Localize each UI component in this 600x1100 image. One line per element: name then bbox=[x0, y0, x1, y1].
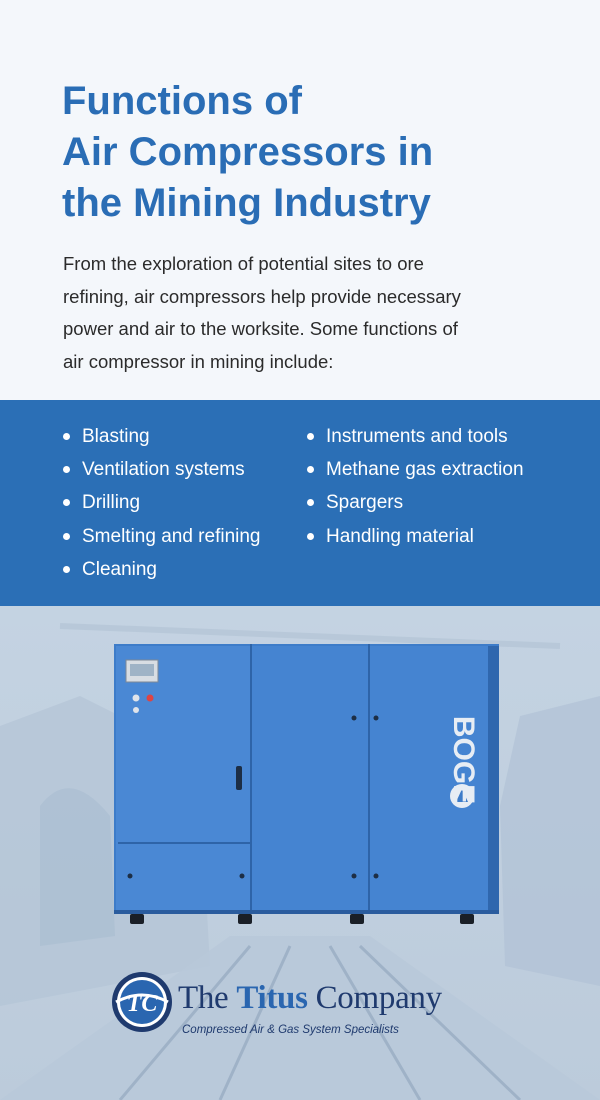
company-name-bold: Titus bbox=[236, 980, 308, 1016]
list-item: Smelting and refining bbox=[62, 520, 261, 553]
functions-band bbox=[0, 400, 600, 606]
intro-paragraph bbox=[63, 248, 523, 378]
company-name-pre: The bbox=[178, 980, 237, 1016]
functions-list-right bbox=[306, 420, 524, 553]
list-item: Handling material bbox=[306, 520, 524, 553]
header-section bbox=[0, 0, 600, 400]
company-name-post: Company bbox=[307, 980, 442, 1016]
list-item: Blasting bbox=[62, 420, 261, 453]
monogram-text: TC bbox=[126, 991, 158, 1017]
list-item: Instruments and tools bbox=[306, 420, 524, 453]
tc-monogram-icon bbox=[110, 970, 174, 1034]
mine-background-scene bbox=[0, 606, 600, 1100]
list-item: Drilling bbox=[62, 486, 261, 519]
company-tagline: Compressed Air & Gas System Specialists bbox=[182, 1024, 399, 1036]
company-logo bbox=[110, 966, 510, 1056]
intro-line: air compressor in mining include: bbox=[63, 350, 334, 372]
company-name bbox=[178, 980, 442, 1017]
intro-line: refining, air compressors help provide necessary bbox=[63, 285, 461, 307]
list-item: Cleaning bbox=[62, 553, 261, 586]
title-line: Air Compressors in bbox=[62, 130, 434, 174]
functions-list-left bbox=[62, 420, 261, 586]
title-line: the Mining Industry bbox=[62, 181, 431, 225]
list-item: Spargers bbox=[306, 486, 524, 519]
list-item: Ventilation systems bbox=[62, 453, 261, 486]
page-title bbox=[62, 76, 542, 229]
title-line: Functions of bbox=[62, 79, 302, 123]
boge-air-compressor bbox=[114, 644, 499, 926]
intro-line: From the exploration of potential sites to ore bbox=[63, 253, 424, 274]
brand-label: BOGE bbox=[447, 715, 480, 805]
intro-line: power and air to the worksite. Some functions of bbox=[63, 318, 458, 339]
list-item: Methane gas extraction bbox=[306, 453, 524, 486]
